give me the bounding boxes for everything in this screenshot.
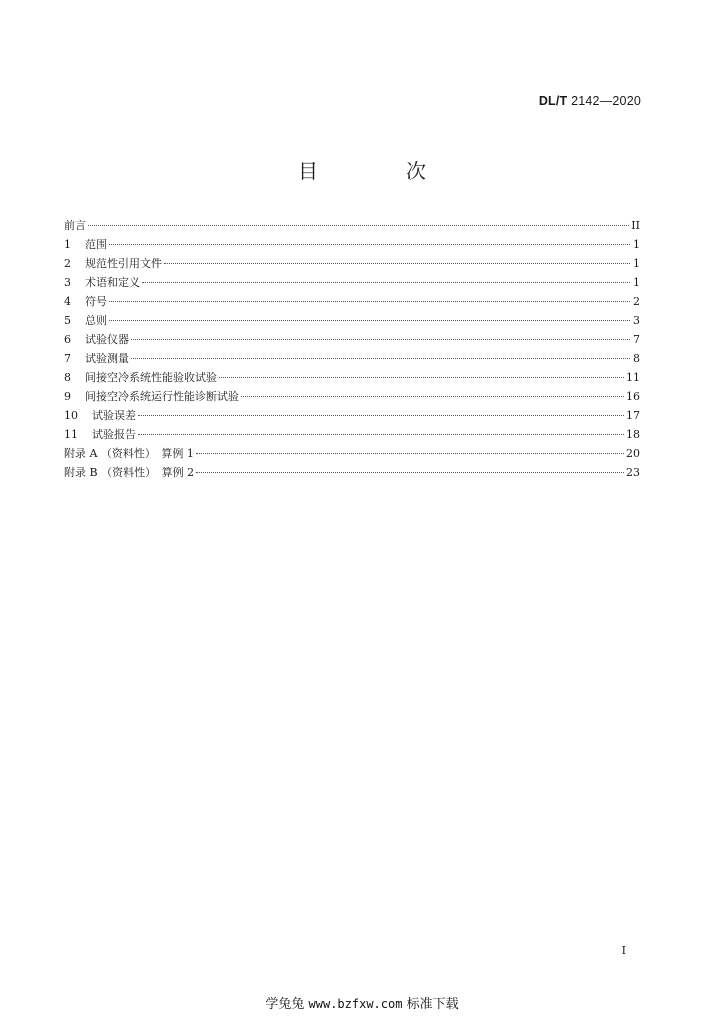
toc-entry-label: 试验仪器 — [85, 333, 129, 346]
toc-entry[interactable] — [64, 216, 640, 235]
toc-entry-label: 前言 — [64, 219, 86, 232]
toc-entry-page: 1 — [633, 276, 640, 289]
toc-dot-leader — [109, 320, 630, 321]
toc-entry-number: 5 — [64, 314, 71, 327]
document-code-prefix: DL/T — [538, 94, 568, 108]
toc-entry-number: 3 — [64, 276, 71, 289]
toc-entry-label: 附录 A （资料性） 算例 1 — [64, 447, 194, 460]
toc-entry[interactable] — [64, 425, 640, 444]
toc-dot-leader — [241, 396, 624, 397]
toc-entry-label: 附录 B （资料性） 算例 2 — [64, 466, 195, 479]
toc-entry-page: 1 — [633, 257, 640, 270]
document-code-number: 2142—2020 — [571, 94, 641, 108]
toc-entry-page: 23 — [626, 466, 640, 479]
footer-watermark — [0, 993, 724, 1012]
toc-entry-page: 3 — [633, 314, 640, 327]
toc-dot-leader — [131, 339, 630, 340]
page-title: 目 次 — [298, 159, 460, 183]
toc-entry-number: 8 — [64, 371, 71, 384]
toc-entry-page: 17 — [626, 409, 640, 422]
toc-entry-number: 11 — [64, 428, 78, 441]
toc-entry[interactable] — [64, 292, 640, 311]
toc-dot-leader — [196, 472, 624, 473]
toc-dot-leader — [88, 225, 629, 226]
footer-site-link[interactable]: www.bzfxw.com — [308, 997, 403, 1011]
footer-right-text: 标准下载 — [406, 997, 459, 1012]
toc-entry-number: 4 — [64, 295, 71, 308]
toc-entry-label: 间接空冷系统运行性能诊断试验 — [85, 390, 239, 403]
toc-dot-leader — [131, 358, 630, 359]
toc-entry[interactable] — [64, 235, 640, 254]
toc-dot-leader — [219, 377, 624, 378]
toc-entry-page: 7 — [633, 333, 640, 346]
toc-entry[interactable] — [64, 387, 640, 406]
toc-entry-number: 10 — [64, 409, 78, 422]
toc-dot-leader — [196, 453, 624, 454]
toc-dot-leader — [164, 263, 630, 264]
toc-dot-leader — [142, 282, 630, 283]
toc-entry-page: 11 — [626, 371, 640, 384]
toc-entry[interactable] — [64, 273, 640, 292]
table-of-contents — [64, 216, 640, 482]
toc-entry-number: 9 — [64, 390, 71, 403]
toc-entry-label: 术语和定义 — [85, 276, 140, 289]
toc-entry[interactable] — [64, 444, 640, 463]
toc-entry[interactable] — [64, 463, 640, 482]
toc-entry-page: 8 — [633, 352, 640, 365]
page-number: I — [621, 944, 626, 957]
toc-dot-leader — [109, 301, 630, 302]
toc-entry-page: 2 — [633, 295, 640, 308]
toc-entry[interactable] — [64, 254, 640, 273]
toc-entry-label: 试验测量 — [85, 352, 129, 365]
toc-entry-label: 试验报告 — [92, 428, 136, 441]
toc-entry-page: 18 — [626, 428, 640, 441]
toc-entry[interactable] — [64, 349, 640, 368]
toc-entry[interactable] — [64, 330, 640, 349]
toc-entry-label: 总则 — [85, 314, 107, 327]
toc-entry[interactable] — [64, 368, 640, 387]
toc-entry-label: 间接空冷系统性能验收试验 — [85, 371, 217, 384]
toc-dot-leader — [138, 434, 624, 435]
toc-entry-page: II — [631, 219, 640, 232]
toc-entry-page: 20 — [626, 447, 640, 460]
toc-entry-number: 7 — [64, 352, 71, 365]
toc-entry-number: 6 — [64, 333, 71, 346]
toc-entry-label: 试验误差 — [92, 409, 136, 422]
toc-entry-label: 规范性引用文件 — [85, 257, 162, 270]
toc-entry-number: 2 — [64, 257, 71, 270]
footer-left-text: 学兔兔 — [265, 997, 305, 1012]
document-code — [539, 94, 641, 108]
toc-dot-leader — [109, 244, 630, 245]
toc-entry-label: 范围 — [85, 238, 107, 251]
toc-entry-page: 1 — [633, 238, 640, 251]
toc-entry-number: 1 — [64, 238, 71, 251]
toc-entry[interactable] — [64, 311, 640, 330]
toc-entry-label: 符号 — [85, 295, 107, 308]
toc-entry[interactable] — [64, 406, 640, 425]
toc-dot-leader — [138, 415, 624, 416]
toc-entry-page: 16 — [626, 390, 640, 403]
